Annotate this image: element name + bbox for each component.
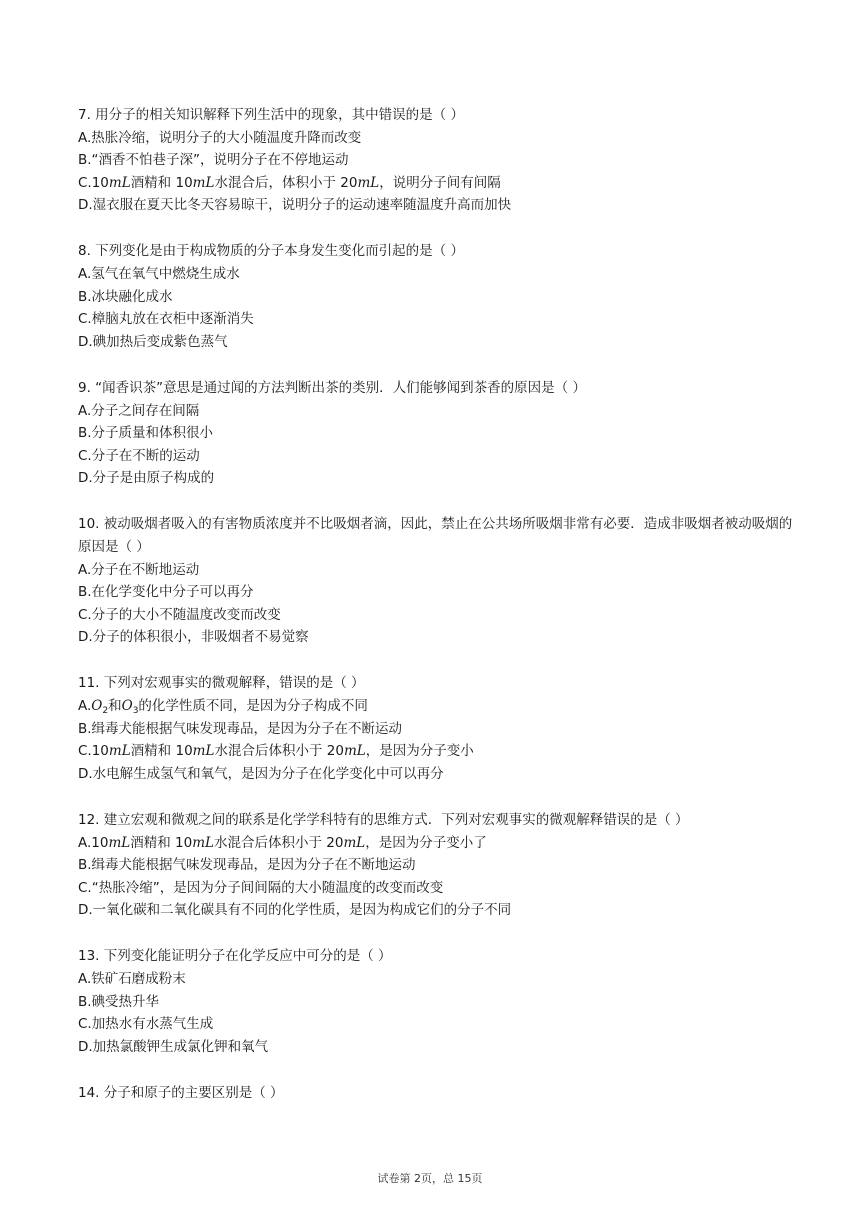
option-d: D.分子的体积很小，非吸烟者不易觉察 bbox=[78, 629, 309, 646]
option-a: A.分子之间存在间隔 bbox=[78, 402, 200, 419]
question-stem: 7. 用分子的相关知识解释下列生活中的现象，其中错误的是（ ） bbox=[78, 107, 464, 123]
question-10 bbox=[78, 513, 798, 649]
option-a: A.氢气在氧气中燃烧生成水 bbox=[78, 266, 240, 283]
option-b: B.碘受热升华 bbox=[78, 993, 160, 1010]
option-d: D.分子是由原子构成的 bbox=[78, 470, 215, 487]
option-a: A.铁矿石磨成粉末 bbox=[78, 971, 186, 987]
option-b: B.缉毒犬能根据气味发现毒品，是因为分子在不断地运动 bbox=[78, 857, 416, 874]
option-b: B.在化学变化中分子可以再分 bbox=[78, 584, 254, 601]
question-11 bbox=[78, 672, 798, 785]
question-stem: 11. 下列对宏观事实的微观解释，错误的是（ ） bbox=[78, 675, 365, 692]
option-c: C.“热胀冷缩”，是因为分子间间隔的大小随温度的改变而改变 bbox=[78, 879, 444, 896]
option-c: C.分子的大小不随温度改变而改变 bbox=[78, 606, 281, 623]
question-12 bbox=[78, 809, 798, 922]
question-14 bbox=[78, 1082, 798, 1105]
question-stem: 10. 被动吸烟者吸入的有害物质浓度并不比吸烟者滴，因此，禁止在公共场所吸烟非常有必要．造成非吸烟者被动吸烟的原因是（ ） bbox=[78, 516, 793, 555]
option-c: C.10mL酒精和 10mL水混合后体积小于 20mL，是因为分子变小 bbox=[78, 743, 474, 760]
option-a: A.10mL酒精和 10mL水混合后体积小于 20mL，是因为分子变小了 bbox=[78, 834, 487, 851]
question-7 bbox=[78, 104, 798, 217]
option-d: D.加热氯酸钾生成氯化钾和氧气 bbox=[78, 1038, 269, 1055]
option-c: C.加热水有水蒸气生成 bbox=[78, 1016, 214, 1033]
option-a: A.分子在不断地运动 bbox=[78, 561, 200, 578]
option-c: C.10mL酒精和 10mL水混合后，体积小于 20mL，说明分子间有间隔 bbox=[78, 174, 501, 191]
option-b: B.“酒香不怕巷子深”，说明分子在不停地运动 bbox=[78, 152, 349, 169]
option-d: D.湿衣服在夏天比冬天容易晾干，说明分子的运动速率随温度升高而加快 bbox=[78, 197, 512, 214]
question-stem: 13. 下列变化能证明分子在化学反应中可分的是（ ） bbox=[78, 948, 392, 965]
question-13 bbox=[78, 945, 798, 1058]
option-b: B.缉毒犬能根据气味发现毒品，是因为分子在不断运动 bbox=[78, 720, 403, 737]
option-d: D.一氧化碳和二氧化碳具有不同的化学性质，是因为构成它们的分子不同 bbox=[78, 902, 512, 919]
question-stem: 12. 建立宏观和微观之间的联系是化学学科特有的思维方式．下列对宏观事实的微观解释错误的是（ ） bbox=[78, 811, 689, 828]
option-c: C.樟脑丸放在衣柜中逐渐消失 bbox=[78, 311, 254, 328]
question-stem: 8. 下列变化是由于构成物质的分子本身发生变化而引起的是（ ） bbox=[78, 243, 464, 260]
option-b: B.分子质量和体积很小 bbox=[78, 425, 214, 442]
option-a: $A.O_2$和$O_3$的化学性质不同，是因为分子构成不同 bbox=[78, 698, 368, 717]
option-d: D.水电解生成氢气和氧气，是因为分子在化学变化中可以再分 bbox=[78, 765, 444, 782]
question-9 bbox=[78, 377, 798, 490]
question-stem: 14. 分子和原子的主要区别是（ ） bbox=[78, 1084, 284, 1101]
option-a: A.热胀冷缩，说明分子的大小随温度升降而改变 bbox=[78, 129, 362, 146]
option-c: C.分子在不断的运动 bbox=[78, 447, 200, 464]
option-d: D.碘加热后变成紫色蒸气 bbox=[78, 333, 228, 350]
exam-page-content bbox=[78, 104, 798, 1128]
option-b: B.冰块融化成水 bbox=[78, 288, 173, 305]
page-footer: 试卷第 2页，总 15页 bbox=[377, 1172, 483, 1185]
question-stem: 9. “闻香识茶”意思是通过闻的方法判断出茶的类别．人们能够闻到茶香的原因是（ ） bbox=[78, 379, 586, 396]
question-8 bbox=[78, 240, 798, 353]
